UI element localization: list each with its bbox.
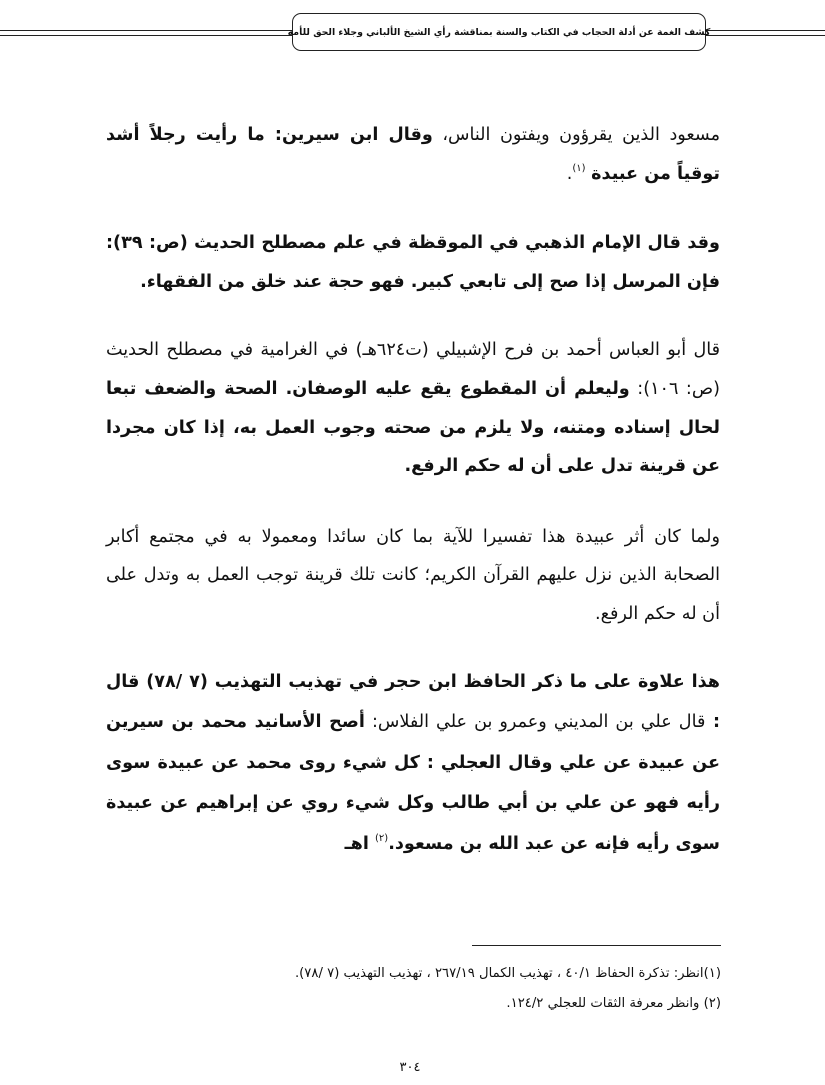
paragraph — [106, 116, 720, 193]
body-text — [106, 116, 720, 864]
header-rule-right — [706, 30, 825, 31]
book-title: كشف الغمة عن أدلة الحجاب في الكتاب والسنة بمناقشة رأي الشيخ الألباني وجلاء الحق للأمة — [287, 26, 711, 38]
footnote-separator — [472, 945, 721, 946]
footnote: (١)انظر: تذكرة الحفاظ ٤٠/١ ، تهذيب الكمال ٢٦٧/١٩ ، تهذيب التهذيب (٧ /٧٨). — [294, 966, 721, 981]
text-segment: . — [566, 163, 573, 184]
page-number: ٣٠٤ — [399, 1060, 421, 1075]
header-rule-left-inner — [0, 35, 292, 36]
text-segment-bold: وقد قال الإمام الذهبي في الموقظة في علم مصطلح الحديث (ص: ٣٩): فإن المرسل إذا صح إلى تابعي كبير. فهو حجة عند خلق من الفقهاء. — [106, 233, 720, 292]
paragraph — [106, 518, 720, 634]
text-segment: مسعود الذين يقرؤون ويفتون الناس، — [432, 125, 720, 145]
footnote-ref[interactable]: (٢) — [375, 832, 389, 844]
header-rule-right-inner — [706, 35, 825, 36]
footnotes — [240, 959, 721, 1019]
header-rule-left — [0, 30, 292, 31]
text-segment-bold: وقال ابن سيرين: ما رأيت رجلاً أشد توقياً من عبيدة — [106, 125, 720, 184]
paragraph — [106, 331, 720, 485]
footnote-ref[interactable]: (١) — [572, 162, 586, 174]
text-segment: قال علي بن المديني وعمرو بن علي الفلاس: — [364, 712, 706, 733]
footnote: (٢) وانظر معرفة الثقات للعجلي ١٢٤/٢. — [506, 996, 721, 1011]
text-segment-bold: وليعلم أن المقطوع يقع عليه الوصفان. الصحة والضعف تبعا لحال إسناده ومتنه، ولا يلزم من صحته وجوب العمل به، إذا كان مجردا عن قرينة تدل على أن له حكم الرفع. — [106, 378, 720, 477]
text-segment-bold: هذا علاوة على ما ذكر الحافظ ابن حجر في تهذيب التهذيب (٧ /٧٨) قال : — [106, 671, 720, 733]
running-header — [287, 13, 711, 51]
text-segment: قال أبو العباس أحمد بن فرح الإشبيلي (ت٦٢٤هـ) في الغرامية في مصطلح الحديث (ص: ١٠٦): — [106, 340, 721, 399]
text-segment: ولما كان أثر عبيدة هذا تفسيرا للآية بما كان سائدا ومعمولا به في مجتمع أكابر الصحابة الذين نزل عليهم القرآن الكريم؛ كانت تلك قرينة توجب العمل به وتدل على أن له حكم الرفع. — [106, 526, 720, 624]
text-segment: اهـ — [344, 833, 376, 854]
paragraph — [106, 662, 720, 865]
text-segment-bold: أصح الأسانيد محمد بن سيرين عن عبيدة عن علي وقال العجلي : كل شيء روى محمد عن عبيدة سوى رأيه فهو عن علي بن أبي طالب وكل شيء روي عن إبراهيم عن عبيدة سوى رأيه فإنه عن عبد الله بن مسعود. — [106, 712, 720, 854]
paragraph — [106, 224, 720, 301]
